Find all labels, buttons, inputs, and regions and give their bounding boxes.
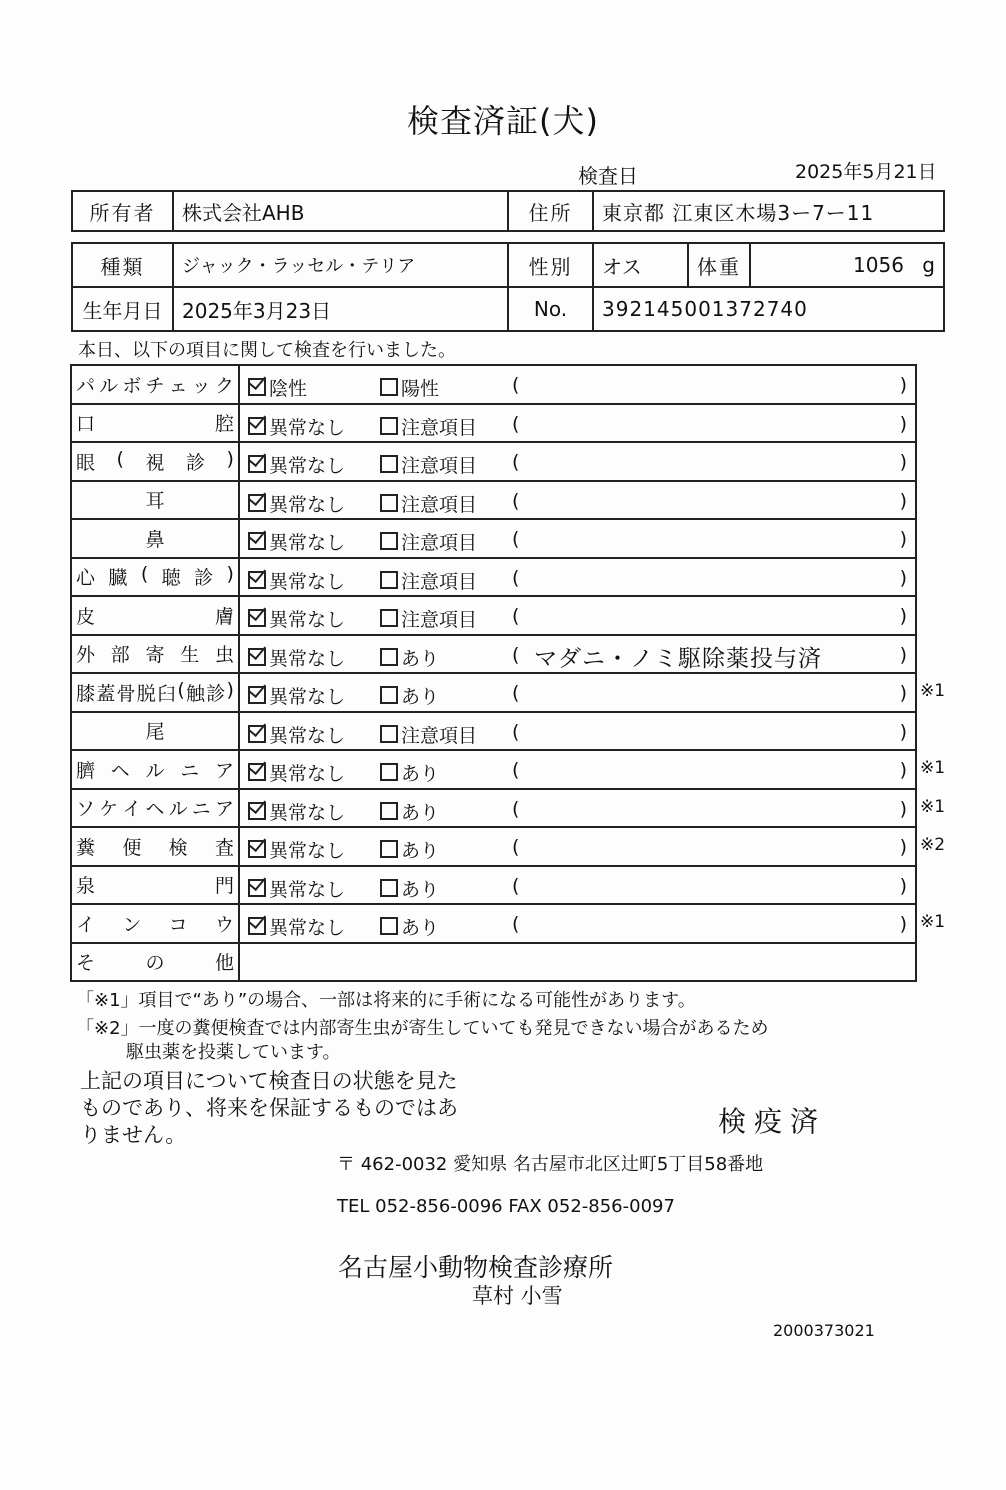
paren-open: ( bbox=[512, 605, 520, 627]
checked-checkbox-icon[interactable] bbox=[248, 802, 266, 820]
option-primary-label: 異常なし bbox=[269, 917, 346, 939]
exam-result-cell bbox=[239, 866, 916, 905]
intro-text: 本日、以下の項目に関して検査を行いました。 bbox=[78, 340, 456, 361]
exam-item-label-char: ) bbox=[226, 678, 234, 701]
quarantine-stamp: 検疫済 bbox=[718, 1105, 827, 1138]
paren-close: ) bbox=[899, 374, 907, 396]
exam-item-label-char: 視 bbox=[145, 451, 165, 474]
exam-item-label-char: ( bbox=[116, 447, 124, 470]
exam-item-label-char: 腔 bbox=[214, 413, 234, 436]
checkbox-icon[interactable] bbox=[380, 378, 398, 396]
option-primary[interactable] bbox=[248, 721, 345, 748]
checkbox-icon[interactable] bbox=[380, 917, 398, 935]
exam-item-cell bbox=[71, 596, 239, 635]
no-label: No. bbox=[508, 287, 593, 331]
option-secondary[interactable] bbox=[380, 682, 439, 709]
option-secondary[interactable] bbox=[380, 644, 439, 671]
checkbox-icon[interactable] bbox=[380, 763, 398, 781]
exam-row bbox=[71, 519, 916, 558]
exam-item-label-char: 尾 bbox=[145, 721, 165, 744]
exam-result-cell bbox=[239, 365, 916, 404]
weight-label: 体重 bbox=[688, 243, 750, 287]
checked-checkbox-icon[interactable] bbox=[248, 686, 266, 704]
checked-checkbox-icon[interactable] bbox=[248, 455, 266, 473]
option-primary[interactable] bbox=[248, 913, 345, 940]
exam-item-label-char: 脱 bbox=[136, 682, 156, 705]
exam-item-label-char: 膚 bbox=[214, 605, 234, 628]
checkbox-icon[interactable] bbox=[380, 686, 398, 704]
paren-close: ) bbox=[899, 913, 907, 935]
other-label bbox=[76, 948, 234, 975]
exam-item-label-char: 診 bbox=[186, 451, 206, 474]
footnote-mark: ※1 bbox=[920, 758, 946, 778]
exam-item-cell bbox=[71, 635, 239, 674]
exam-item-cell bbox=[71, 481, 239, 520]
paren-open: ( bbox=[512, 720, 520, 743]
option-secondary[interactable] bbox=[380, 759, 439, 786]
option-primary-label: 異常なし bbox=[269, 493, 346, 516]
checkbox-icon[interactable] bbox=[380, 840, 398, 858]
checkbox-icon[interactable] bbox=[380, 494, 398, 512]
owner-table bbox=[71, 190, 945, 232]
option-secondary[interactable] bbox=[380, 528, 477, 555]
exam-item-label-char: 部 bbox=[110, 644, 130, 667]
option-primary[interactable] bbox=[248, 605, 345, 632]
exam-row-other bbox=[71, 943, 916, 982]
exam-row bbox=[71, 558, 916, 597]
exam-row bbox=[71, 442, 916, 481]
exam-item-label bbox=[76, 833, 234, 860]
exam-item-label-char: 鼻 bbox=[145, 528, 165, 551]
paren-close: ) bbox=[899, 682, 907, 704]
checked-checkbox-icon[interactable] bbox=[248, 917, 266, 935]
exam-result-cell bbox=[239, 481, 916, 520]
paren-open: ( bbox=[512, 759, 520, 781]
paren-open: ( bbox=[512, 797, 520, 820]
exam-result-cell bbox=[239, 635, 916, 674]
option-secondary-label: あり bbox=[401, 917, 440, 939]
weight-value: 1056 bbox=[853, 253, 904, 277]
exam-item-label-char: 生 bbox=[180, 644, 200, 667]
clinic-address: 〒 462-0032 愛知県 名古屋市北区辻町5丁目58番地 bbox=[337, 1154, 764, 1175]
option-primary-label: 陰性 bbox=[269, 378, 308, 400]
paren-close: ) bbox=[899, 412, 907, 435]
checkbox-icon[interactable] bbox=[380, 417, 398, 435]
footnote-mark: ※1 bbox=[920, 796, 946, 817]
exam-row bbox=[71, 673, 916, 712]
footnote-mark: ※2 bbox=[920, 835, 946, 855]
exam-result-cell bbox=[239, 789, 916, 828]
exam-item-label-char: 皮 bbox=[76, 605, 96, 628]
exam-item-label-char: イ bbox=[122, 798, 142, 821]
exam-row bbox=[71, 596, 916, 635]
exam-item-label-char: ボ bbox=[122, 374, 142, 397]
exam-item-cell bbox=[71, 904, 239, 943]
other-value-cell[interactable] bbox=[239, 943, 916, 982]
paren-open: ( bbox=[512, 836, 520, 858]
checked-checkbox-icon[interactable] bbox=[248, 609, 266, 627]
checked-checkbox-icon[interactable] bbox=[248, 840, 266, 858]
exam-item-label-char: 口 bbox=[76, 413, 96, 436]
checked-checkbox-icon[interactable] bbox=[248, 417, 266, 435]
exam-item-label-char: 診 bbox=[206, 682, 226, 705]
exam-item-label-char: 外 bbox=[76, 644, 96, 667]
checkbox-icon[interactable] bbox=[380, 609, 398, 627]
option-secondary[interactable] bbox=[380, 374, 439, 401]
exam-item-label-char: チ bbox=[145, 374, 165, 397]
exam-item-label bbox=[76, 602, 234, 629]
vet-name: 草村 小雪 bbox=[472, 1284, 563, 1308]
exam-item-label-char: ( bbox=[140, 563, 149, 586]
option-primary-label: 異常なし bbox=[269, 609, 346, 631]
document-code: 2000373021 bbox=[773, 1321, 875, 1340]
checkbox-icon[interactable] bbox=[380, 879, 398, 897]
option-secondary-label: あり bbox=[401, 801, 440, 824]
exam-result-cell bbox=[239, 442, 916, 481]
clinic-phone: TEL 052-856-0096 FAX 052-856-0097 bbox=[337, 1196, 675, 1217]
address-label: 住所 bbox=[508, 191, 593, 231]
paren-close: ) bbox=[899, 566, 907, 589]
exam-item-label-char: ソ bbox=[76, 798, 96, 821]
weight-cell bbox=[750, 243, 944, 287]
paren-close: ) bbox=[899, 451, 907, 473]
exam-row bbox=[71, 789, 916, 828]
option-primary[interactable] bbox=[248, 413, 345, 440]
checkbox-icon[interactable] bbox=[380, 455, 398, 473]
exam-item-label-char: 虫 bbox=[214, 644, 234, 667]
checkbox-icon[interactable] bbox=[380, 648, 398, 666]
exam-result-cell bbox=[239, 596, 916, 635]
option-secondary-label: 注意項目 bbox=[401, 532, 478, 554]
option-primary[interactable] bbox=[248, 798, 345, 825]
exam-item-label-char: 便 bbox=[122, 836, 142, 859]
exam-item-label-char: ウ bbox=[214, 913, 234, 936]
exam-item-label-char: ケ bbox=[99, 798, 119, 821]
paren-open: ( bbox=[512, 489, 520, 512]
option-secondary[interactable] bbox=[380, 836, 439, 863]
option-primary[interactable] bbox=[248, 490, 345, 517]
weight-unit: g bbox=[922, 253, 935, 277]
paren-close: ) bbox=[899, 528, 907, 550]
option-primary[interactable] bbox=[248, 682, 345, 709]
clinic-name: 名古屋小動物検査診療所 bbox=[338, 1253, 614, 1282]
dob-value: 2025年3月23日 bbox=[173, 287, 508, 331]
option-secondary[interactable] bbox=[380, 875, 439, 902]
exam-item-label-char: ヘ bbox=[110, 759, 130, 782]
exam-item-cell bbox=[71, 750, 239, 789]
option-secondary-label: あり bbox=[401, 878, 440, 901]
exam-result-cell bbox=[239, 750, 916, 789]
exam-row bbox=[71, 827, 916, 866]
exam-item-label bbox=[76, 910, 234, 937]
option-secondary-label: あり bbox=[401, 647, 440, 670]
exam-item-cell bbox=[71, 404, 239, 443]
checked-checkbox-icon[interactable] bbox=[248, 378, 266, 396]
breed-label: 種類 bbox=[72, 243, 173, 287]
exam-item-label-char: 臓 bbox=[108, 567, 128, 590]
paren-open: ( bbox=[512, 528, 520, 550]
exam-item-label bbox=[76, 756, 234, 783]
exam-item-label-char: ン bbox=[122, 913, 142, 936]
exam-note: マダニ・ノミ駆除薬投与済 bbox=[534, 645, 822, 672]
exam-item-cell bbox=[71, 365, 239, 404]
exam-item-label-char: 泉 bbox=[76, 875, 96, 898]
exam-row bbox=[71, 866, 916, 905]
option-secondary[interactable] bbox=[380, 798, 439, 825]
exam-row bbox=[71, 712, 916, 751]
footnote-mark: ※1 bbox=[920, 681, 946, 701]
checked-checkbox-icon[interactable] bbox=[248, 648, 266, 666]
footnote-2-line2: 駆虫薬を投薬しています。 bbox=[126, 1042, 341, 1063]
exam-item-cell bbox=[71, 712, 239, 751]
exam-item-label-char: イ bbox=[76, 913, 96, 936]
footnote-mark: ※1 bbox=[920, 912, 946, 932]
exam-item-label-char: 臍 bbox=[76, 759, 96, 782]
exam-item-label-char: ( bbox=[177, 678, 185, 701]
option-primary-label: 異常なし bbox=[269, 647, 346, 670]
exam-result-cell bbox=[239, 712, 916, 751]
footnote-1: 「※1」項目で“あり”の場合、一部は将来的に手術になる可能性があります。 bbox=[76, 990, 696, 1011]
exam-date: 2025年5月21日 bbox=[795, 161, 937, 183]
paren-open: ( bbox=[512, 643, 520, 666]
exam-result-cell bbox=[239, 904, 916, 943]
exam-row bbox=[71, 635, 916, 674]
exam-item-cell bbox=[71, 673, 239, 712]
exam-item-label-char: ヘ bbox=[145, 798, 165, 821]
pet-table bbox=[71, 242, 945, 332]
paren-open: ( bbox=[512, 412, 520, 435]
exam-item-label-char: ッ bbox=[191, 374, 211, 397]
exam-item-cell bbox=[71, 558, 239, 597]
exam-item-label-char: ェ bbox=[168, 374, 188, 397]
checked-checkbox-icon[interactable] bbox=[248, 532, 266, 550]
option-secondary-label: 注意項目 bbox=[401, 570, 478, 593]
exam-item-label-char: 骨 bbox=[116, 682, 136, 705]
checked-checkbox-icon[interactable] bbox=[248, 725, 266, 743]
exam-item-label-char: 蓋 bbox=[96, 682, 116, 705]
exam-item-label-char: 検 bbox=[168, 836, 188, 859]
exam-table bbox=[70, 364, 917, 982]
option-primary-label: 異常なし bbox=[269, 763, 346, 785]
option-secondary-label: あり bbox=[401, 763, 440, 785]
option-secondary-label: 注意項目 bbox=[401, 609, 478, 631]
no-value: 392145001372740 bbox=[593, 287, 944, 331]
paren-close: ) bbox=[899, 489, 907, 512]
option-secondary[interactable] bbox=[380, 913, 439, 940]
exam-item-label-char: ル bbox=[145, 759, 165, 782]
exam-row bbox=[71, 750, 916, 789]
option-primary-label: 異常なし bbox=[269, 878, 346, 901]
paren-open: ( bbox=[512, 913, 520, 935]
option-secondary[interactable] bbox=[380, 567, 477, 594]
exam-item-label-char: ル bbox=[168, 798, 188, 821]
option-secondary-label: 陽性 bbox=[401, 378, 440, 400]
exam-item-label-char: ク bbox=[214, 374, 234, 397]
option-primary[interactable] bbox=[248, 836, 345, 863]
option-secondary-label: 注意項目 bbox=[401, 416, 478, 439]
dob-label: 生年月日 bbox=[72, 287, 173, 331]
exam-item-label-char: 耳 bbox=[145, 490, 165, 513]
checked-checkbox-icon[interactable] bbox=[248, 571, 266, 589]
checked-checkbox-icon[interactable] bbox=[248, 763, 266, 781]
disclaimer-statement: 上記の項目について検査日の状態を見たものであり、将来を保証するものではありません。 bbox=[80, 1069, 458, 1147]
exam-item-label-char: 心 bbox=[76, 567, 96, 590]
exam-item-label-char: ル bbox=[99, 374, 119, 397]
exam-item-label-char: 寄 bbox=[145, 644, 165, 667]
option-primary[interactable] bbox=[248, 374, 307, 401]
exam-item-label-char: コ bbox=[168, 913, 188, 936]
option-secondary-label: 注意項目 bbox=[401, 455, 478, 477]
exam-item-label bbox=[76, 563, 234, 590]
option-secondary-label: 注意項目 bbox=[401, 724, 478, 747]
option-secondary-label: あり bbox=[401, 840, 440, 862]
footnote-2-line1: 「※2」一度の糞便検査では内部寄生虫が寄生していても発見できない場合があるため bbox=[76, 1018, 769, 1039]
exam-row bbox=[71, 365, 916, 404]
breed-value: ジャック・ラッセル・テリア bbox=[173, 243, 508, 287]
address-value: 東京都 江東区木場3ー7ー11 bbox=[593, 191, 944, 231]
paren-close: ) bbox=[899, 720, 907, 743]
paren-open: ( bbox=[512, 374, 520, 396]
paren-open: ( bbox=[512, 451, 520, 473]
exam-row bbox=[71, 404, 916, 443]
exam-item-label-char: 聴 bbox=[161, 567, 181, 590]
option-primary[interactable] bbox=[248, 528, 345, 555]
option-secondary-label: 注意項目 bbox=[401, 493, 478, 516]
option-primary-label: 異常なし bbox=[269, 724, 346, 747]
paren-open: ( bbox=[512, 566, 520, 589]
exam-item-label bbox=[76, 525, 234, 552]
paren-open: ( bbox=[512, 682, 520, 704]
option-secondary[interactable] bbox=[380, 605, 477, 632]
paren-close: ) bbox=[899, 836, 907, 858]
other-label-char: の bbox=[145, 952, 165, 975]
other-label-char: そ bbox=[76, 952, 96, 975]
option-primary-label: 異常なし bbox=[269, 532, 346, 554]
option-primary-label: 異常なし bbox=[269, 416, 346, 439]
exam-row bbox=[71, 481, 916, 520]
exam-item-label-char: ニ bbox=[180, 759, 200, 782]
exam-item-cell bbox=[71, 519, 239, 558]
exam-item-cell bbox=[71, 442, 239, 481]
exam-item-label bbox=[76, 794, 234, 821]
checkbox-icon[interactable] bbox=[380, 802, 398, 820]
exam-item-label-char: ア bbox=[214, 759, 234, 782]
exam-item-label-char: パ bbox=[76, 374, 96, 397]
checkbox-icon[interactable] bbox=[380, 571, 398, 589]
option-secondary[interactable] bbox=[380, 451, 477, 478]
other-label-char: 他 bbox=[214, 952, 234, 975]
option-secondary[interactable] bbox=[380, 721, 477, 748]
checked-checkbox-icon[interactable] bbox=[248, 879, 266, 897]
exam-item-label bbox=[76, 371, 234, 398]
option-primary-label: 異常なし bbox=[269, 686, 346, 708]
option-secondary[interactable] bbox=[380, 490, 477, 517]
checkbox-icon[interactable] bbox=[380, 725, 398, 743]
option-primary-label: 異常なし bbox=[269, 801, 346, 824]
option-primary[interactable] bbox=[248, 567, 345, 594]
option-primary-label: 異常なし bbox=[269, 570, 346, 593]
exam-item-label bbox=[76, 640, 234, 667]
owner-value: 株式会社AHB bbox=[173, 191, 508, 231]
option-primary-label: 異常なし bbox=[269, 455, 346, 477]
option-primary[interactable] bbox=[248, 451, 345, 478]
exam-result-cell bbox=[239, 673, 916, 712]
paren-close: ) bbox=[899, 759, 907, 781]
document-title: 検査済証(犬) bbox=[407, 102, 599, 140]
paren-close: ) bbox=[899, 797, 907, 820]
paren-open: ( bbox=[512, 874, 520, 897]
exam-item-label-char: 査 bbox=[214, 836, 234, 859]
exam-item-label-char: 膝 bbox=[76, 682, 96, 705]
option-secondary[interactable] bbox=[380, 413, 477, 440]
exam-item-label bbox=[76, 717, 234, 744]
exam-item-label-char: ) bbox=[226, 563, 234, 586]
exam-item-cell bbox=[71, 827, 239, 866]
exam-item-cell bbox=[71, 866, 239, 905]
exam-row bbox=[71, 904, 916, 943]
paren-close: ) bbox=[899, 874, 907, 897]
exam-item-label-char: 臼 bbox=[157, 682, 177, 705]
exam-item-label-char: 糞 bbox=[76, 836, 96, 859]
exam-item-label-char: ア bbox=[214, 798, 234, 821]
exam-date-label: 検査日 bbox=[578, 164, 638, 188]
sex-value: オス bbox=[593, 243, 688, 287]
exam-result-cell bbox=[239, 404, 916, 443]
exam-result-cell bbox=[239, 827, 916, 866]
paren-close: ) bbox=[899, 643, 907, 666]
option-primary[interactable] bbox=[248, 644, 345, 671]
exam-item-label-char: 門 bbox=[214, 875, 234, 898]
option-primary-label: 異常なし bbox=[269, 840, 346, 862]
option-secondary-label: あり bbox=[401, 686, 440, 708]
exam-item-label bbox=[76, 679, 234, 706]
checked-checkbox-icon[interactable] bbox=[248, 494, 266, 512]
exam-item-label-char: 触 bbox=[186, 682, 206, 705]
exam-item-cell bbox=[71, 789, 239, 828]
owner-label: 所有者 bbox=[72, 191, 173, 231]
exam-item-label bbox=[76, 409, 234, 436]
option-primary[interactable] bbox=[248, 759, 345, 786]
exam-result-cell bbox=[239, 558, 916, 597]
exam-item-label bbox=[76, 448, 234, 475]
exam-result-cell bbox=[239, 519, 916, 558]
paren-close: ) bbox=[899, 605, 907, 627]
checkbox-icon[interactable] bbox=[380, 532, 398, 550]
exam-item-label-char: 眼 bbox=[76, 451, 96, 474]
exam-item-label-char: ニ bbox=[191, 798, 211, 821]
exam-item-label bbox=[76, 486, 234, 513]
option-primary[interactable] bbox=[248, 875, 345, 902]
exam-item-label-char: ) bbox=[226, 447, 234, 470]
exam-item-label bbox=[76, 871, 234, 898]
sex-label: 性別 bbox=[508, 243, 593, 287]
exam-item-label-char: 診 bbox=[194, 567, 214, 590]
other-label-cell bbox=[71, 943, 239, 982]
